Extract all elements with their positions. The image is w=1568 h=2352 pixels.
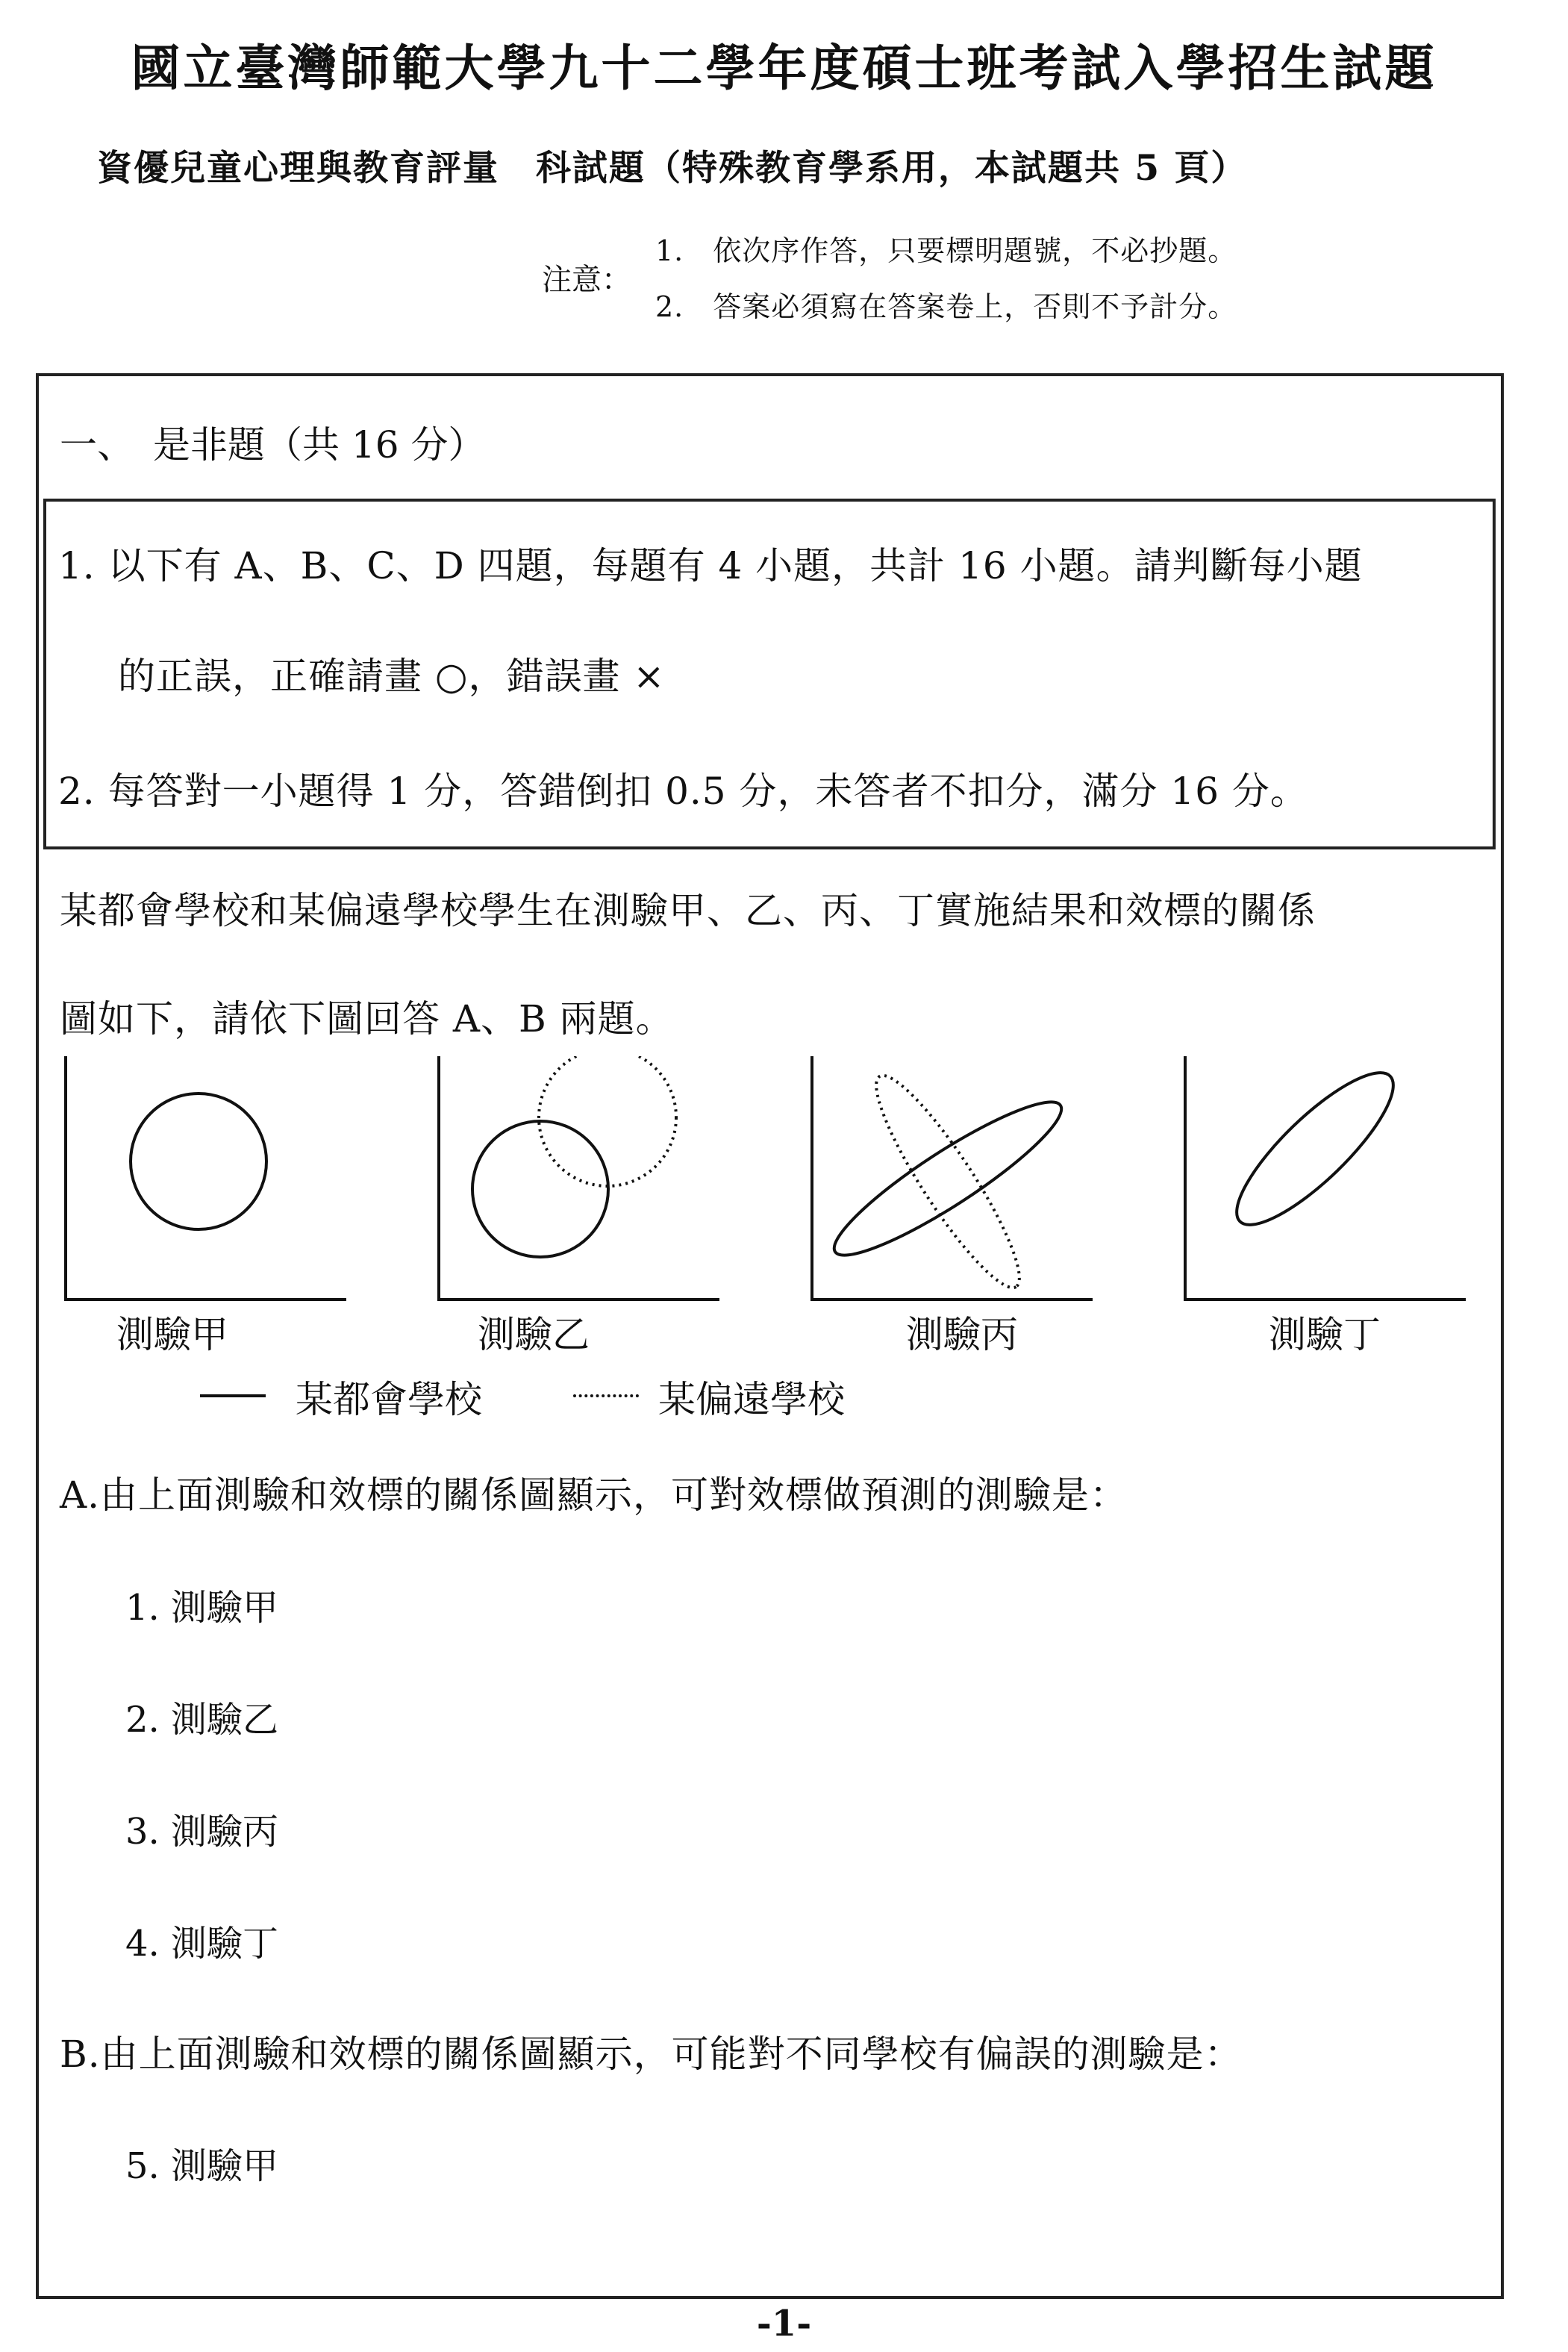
chart-test-a-plot — [63, 1056, 346, 1303]
chart-test-c-rural-ellipse — [858, 1063, 1037, 1301]
exam-subtitle: 資優兒童心理與教育評量 科試題（特殊教育學系用，本試題共 5 頁） — [97, 148, 1248, 189]
chart-test-b-rural-ellipse — [539, 1056, 676, 1186]
question-a-option-2: 2. 測驗乙 — [125, 1699, 279, 1741]
legend-dotted-line — [573, 1394, 639, 1397]
context-line-1: 某都會學校和某偏遠學校學生在測驗甲、乙、丙、丁實施結果和效標的關係 — [60, 889, 1316, 932]
legend-solid-label: 某都會學校 — [296, 1378, 482, 1421]
question-a-option-3: 3. 測驗丙 — [125, 1811, 279, 1853]
chart-test-b-axes — [439, 1056, 719, 1300]
question-b: B.由上面測驗和效標的關係圖顯示，可能對不同學校有偏誤的測驗是： — [60, 2033, 1243, 2076]
question-a-option-1: 1. 測驗甲 — [125, 1587, 279, 1629]
notes-label: 注意： — [542, 263, 631, 297]
chart-test-b-label: 測驗乙 — [478, 1313, 590, 1356]
instruction-line-2: 的正誤，正確請畫 ○，錯誤畫 × — [118, 655, 666, 698]
chart-test-b-plot — [436, 1056, 719, 1303]
question-a-option-4: 4. 測驗丁 — [125, 1923, 279, 1965]
chart-test-d-urban-ellipse — [1218, 1056, 1412, 1244]
chart-test-c-axes — [812, 1056, 1093, 1300]
legend-dotted-label: 某偏遠學校 — [658, 1378, 845, 1421]
chart-test-b — [436, 1056, 719, 1303]
context-line-2: 圖如下，請依下圖回答 A、B 兩題。 — [60, 997, 674, 1041]
chart-test-d-label: 測驗丁 — [1269, 1313, 1381, 1356]
chart-test-c-label: 測驗丙 — [906, 1313, 1018, 1356]
chart-test-c-urban-ellipse — [820, 1083, 1075, 1274]
note-2: 2. 答案必須寫在答案卷上，否則不予計分。 — [655, 290, 1237, 323]
chart-test-c — [809, 1056, 1093, 1303]
chart-test-d — [1182, 1056, 1466, 1303]
instruction-line-1: 1. 以下有 A、B、C、D 四題，每題有 4 小題，共計 16 小題。請判斷每小題 — [58, 544, 1363, 587]
chart-test-a-urban-ellipse — [131, 1094, 266, 1229]
legend-solid-line — [200, 1394, 266, 1397]
section-heading: 一、 是非題（共 16 分） — [60, 423, 486, 467]
chart-test-d-plot — [1182, 1056, 1466, 1303]
chart-test-c-plot — [809, 1056, 1093, 1303]
exam-title: 國立臺灣師範大學九十二學年度碩士班考試入學招生試題 — [131, 39, 1437, 97]
chart-test-d-axes — [1185, 1056, 1466, 1300]
chart-test-a — [63, 1056, 346, 1303]
page-number: -1- — [756, 2303, 812, 2345]
question-b-option-5: 5. 測驗甲 — [125, 2145, 279, 2187]
question-a: A.由上面測驗和效標的關係圖顯示，可對效標做預測的測驗是： — [60, 1473, 1128, 1517]
chart-test-b-urban-ellipse — [472, 1121, 608, 1257]
note-1: 1. 依次序作答，只要標明題號，不必抄題。 — [655, 234, 1237, 267]
chart-test-a-label: 測驗甲 — [116, 1313, 228, 1356]
instruction-line-3: 2. 每答對一小題得 1 分，答錯倒扣 0.5 分，未答者不扣分，滿分 16 分。 — [58, 770, 1308, 813]
